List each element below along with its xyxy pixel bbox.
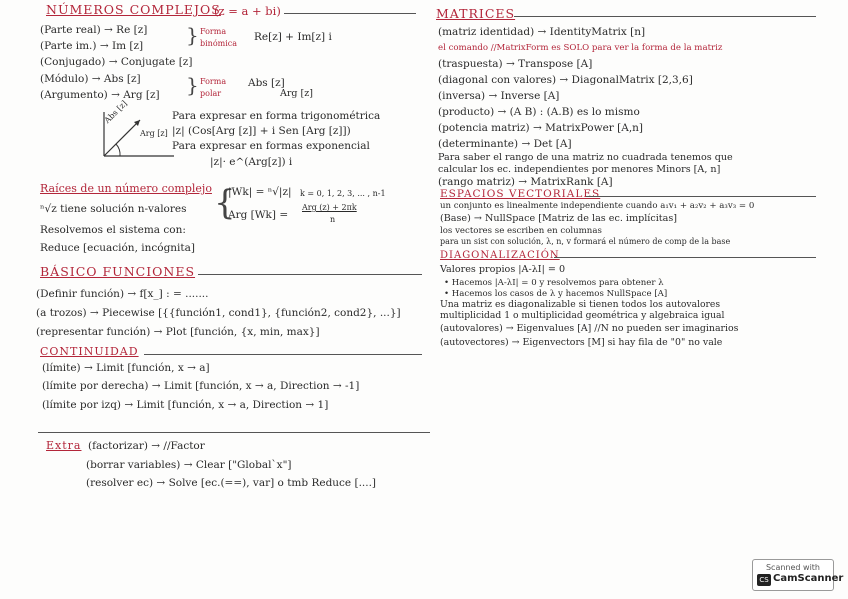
diagram-abs-label: Abs [z] xyxy=(102,98,129,126)
define-function-line: (Definir función) → f[x_] : = ....... xyxy=(36,288,209,300)
brace-icon: } xyxy=(186,23,199,47)
heading-rule xyxy=(284,13,416,14)
identity-line: (matriz identidad) → IdentityMatrix [n] xyxy=(438,26,646,38)
polar-form-label: Forma polar xyxy=(200,77,227,98)
camscanner-watermark xyxy=(752,559,844,591)
matrices-heading: MATRICES xyxy=(436,6,516,21)
roots-arg-formula: Arg [Wk] = xyxy=(228,209,289,221)
complex-formula: (z = a + bi) xyxy=(214,4,281,18)
brace-icon: } xyxy=(186,73,199,97)
clear-line: (borrar variables) → Clear ["Global`x"] xyxy=(86,459,292,471)
polar-arg: Arg [z] xyxy=(280,88,313,99)
section-rule xyxy=(38,432,430,433)
imaginary-part-line: (Parte im.) → Im [z] xyxy=(40,40,144,52)
diagonalization-heading: DIAGONALIZACIÓN xyxy=(440,250,560,261)
limit-line: (límite) → Limit [función, x → a] xyxy=(42,362,210,374)
roots-rule: ⁿ√z tiene solución n-valores xyxy=(40,203,187,215)
real-part-line: (Parte real) → Re [z] xyxy=(40,24,148,36)
trig-formula: |z| (Cos[Arg [z]] + i Sen [Arg [z]]) xyxy=(172,125,351,137)
vector-spaces-heading: ESPACIOS VECTORIALES xyxy=(440,188,601,200)
system-text: Resolvemos el sistema con: xyxy=(40,224,186,236)
complex-numbers-heading: NÚMEROS COMPLEJOS xyxy=(46,2,221,17)
rank-line: (rango matriz) → MatrixRank [A] xyxy=(438,176,613,188)
factor-line: (factorizar) → //Factor xyxy=(88,440,205,452)
scanned-with-text: Scanned with xyxy=(765,563,821,572)
plot-line: (representar función) → Plot [función, {x, min, max}] xyxy=(36,326,320,338)
solve-line: (resolver ec) → Solve [ec.(==), var] o tmb Reduce [....] xyxy=(86,477,377,489)
diagonalizable-text-1: Una matriz es diagonalizable si tienen todos los autovalores xyxy=(440,299,721,310)
heading-rule xyxy=(586,196,816,197)
basis-line: (Base) → NullSpace [Matriz de las ec. implícitas] xyxy=(440,213,678,224)
power-line: (potencia matriz) → MatrixPower [A,n] xyxy=(438,122,644,134)
reduce-line: Reduce [ecuación, incógnita] xyxy=(40,242,195,254)
product-line: (producto) → (A B) : (A.B) es lo mismo xyxy=(438,106,640,118)
eigenvectors-line: (autovectores) → Eigenvectors [M] si hay fila de "0" no vale xyxy=(440,337,723,348)
heading-rule xyxy=(144,354,422,355)
piecewise-line: (a trozos) → Piecewise [{{función1, cond1}, {función2, cond2}, ...}] xyxy=(36,307,401,319)
eigenvalues-definition: Valores propios |A-λI| = 0 xyxy=(440,264,566,275)
roots-modulus-formula: |Wk| = ⁿ√|z| xyxy=(228,186,292,198)
camscanner-logo-icon: CS xyxy=(757,574,771,586)
rank-text-2: calcular los ec. independientes por menores Minors [A, n] xyxy=(438,164,721,175)
diagram-arg-label: Arg [z] xyxy=(140,129,168,138)
inverse-line: (inversa) → Inverse [A] xyxy=(438,90,560,102)
heading-rule xyxy=(198,274,422,275)
extra-heading: Extra xyxy=(46,439,82,452)
system-note: para un sist con solución, λ, n, v formará el número de comp de la base xyxy=(440,237,731,246)
columns-note: los vectores se escriben en columnas xyxy=(440,226,602,236)
limit-right-line: (límite por derecha) → Limit [función, x → a, Direction → -1] xyxy=(42,380,360,392)
transpose-line: (traspuesta) → Transpose [A] xyxy=(438,58,593,70)
rank-text-1: Para saber el rango de una matriz no cuadrada tenemos que xyxy=(438,152,733,163)
determinant-line: (determinante) → Det [A] xyxy=(438,138,572,150)
heading-rule xyxy=(514,16,816,17)
camscanner-name: CamScanner xyxy=(773,573,844,584)
basic-functions-heading: BÁSICO FUNCIONES xyxy=(40,264,196,279)
heading-rule xyxy=(554,257,816,258)
diagonal-line: (diagonal con valores) → DiagonalMatrix [2,3,6] xyxy=(438,74,693,86)
conjugate-line: (Conjugado) → Conjugate [z] xyxy=(40,56,193,68)
continuity-heading: CONTINUIDAD xyxy=(40,345,139,358)
brace-icon: { xyxy=(214,183,236,223)
trig-title: Para expresar en forma trigonométrica xyxy=(172,110,381,122)
binomial-form-label: Forma binómica xyxy=(200,27,238,48)
independence-definition: un conjunto es linealmente independiente cuando a₁v₁ + a₂v₂ + a₃v₃ = 0 xyxy=(440,201,755,211)
step-bullet-2: • Hacemos los casos de λ y hacemos NullSpace [A] xyxy=(444,289,668,299)
diagonalizable-text-2: multiplicidad 1 o multiplicidad geométrica y algebraica igual xyxy=(440,310,725,321)
binomial-form: Re[z] + Im[z] i xyxy=(254,31,332,43)
roots-fraction-numerator: Arg (z) + 2πk xyxy=(302,203,357,212)
exp-formula: |z|· e^(Arg[z]) i xyxy=(210,156,293,168)
modulus-line: (Módulo) → Abs [z] xyxy=(40,73,141,85)
roots-heading: Raíces de un número complejo xyxy=(40,182,212,195)
exp-title: Para expresar en formas exponencial xyxy=(172,140,370,152)
step-bullet-1: • Hacemos |A-λI| = 0 y resolvemos para obtener λ xyxy=(444,278,664,288)
roots-fraction-denominator: n xyxy=(330,215,336,224)
limit-left-line: (límite por izq) → Limit [función, x → a, Direction → 1] xyxy=(42,399,329,411)
roots-k-values: k = 0, 1, 2, 3, ... , n-1 xyxy=(300,189,386,198)
matrixform-note: el comando //MatrixForm es SOLO para ver la forma de la matriz xyxy=(438,43,723,53)
polar-abs: Abs [z] xyxy=(248,77,285,89)
argument-line: (Argumento) → Arg [z] xyxy=(40,89,160,101)
eigenvalues-line: (autovalores) → Eigenvalues [A] //N no pueden ser imaginarios xyxy=(440,323,739,334)
